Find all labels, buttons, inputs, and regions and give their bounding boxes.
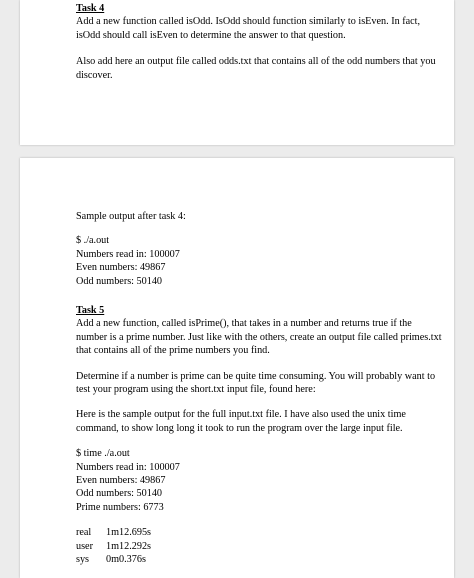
timing-key: user <box>76 540 93 552</box>
task4-paragraph-2: Also add here an output file called odds.txt that contains all of the odd numbers that you discover. <box>76 56 436 81</box>
task4-paragraph-1: Add a new function called isOdd. IsOdd should function similarly to isEven. In fact, isOdd should call isEven to determine the answer to that question. <box>76 16 421 41</box>
timing-key: sys <box>76 554 90 566</box>
task5-output-line: Odd numbers: 50140 <box>76 488 163 500</box>
document-page-1 <box>20 0 454 145</box>
task5-output-line: Prime numbers: 6773 <box>76 501 164 513</box>
sample-output-section <box>76 210 442 288</box>
timing-value: 0m0.376s <box>106 554 146 566</box>
task5-output-block <box>76 447 442 514</box>
timing-value: 1m12.695s <box>106 527 151 539</box>
timing-key: real <box>76 527 92 539</box>
sample-output-line: Odd numbers: 50140 <box>76 275 163 287</box>
task5-heading: Task 5 <box>76 305 105 316</box>
timing-row <box>76 540 442 553</box>
sample-output-label: Sample output after task 4: <box>76 211 186 222</box>
task5-paragraph-2: Determine if a number is prime can be quite time consuming. You will probably want to test your program using the short.txt input file, found here: <box>76 370 436 396</box>
task4-heading: Task 4 <box>76 3 105 14</box>
task5-section <box>76 304 442 567</box>
timing-value: 1m12.292s <box>106 540 151 552</box>
document-page-2 <box>20 158 454 578</box>
sample-output-line: $ ./a.out <box>76 235 110 247</box>
timing-row <box>76 526 442 539</box>
sample-output-line: Numbers read in: 100007 <box>76 248 180 260</box>
sample-output-line: Even numbers: 49867 <box>76 262 166 274</box>
sample-output-block <box>76 234 442 288</box>
task4-section <box>76 2 442 82</box>
timing-row <box>76 553 442 566</box>
task5-output-line: $ time ./a.out <box>76 448 130 460</box>
task5-paragraph-3: Here is the sample output for the full input.txt file. I have also used the unix time command, to show long long it took to run the program over the large input file. <box>76 409 406 434</box>
task5-output-line: Even numbers: 49867 <box>76 475 166 487</box>
task5-output-line: Numbers read in: 100007 <box>76 461 180 473</box>
task5-paragraph-1: Add a new function, called isPrime(), that takes in a number and returns true if the number is a prime number. Just like with the others, create an output file called primes.txt that contains all of the prime numbers you find. <box>76 318 442 357</box>
timing-block <box>76 526 442 566</box>
